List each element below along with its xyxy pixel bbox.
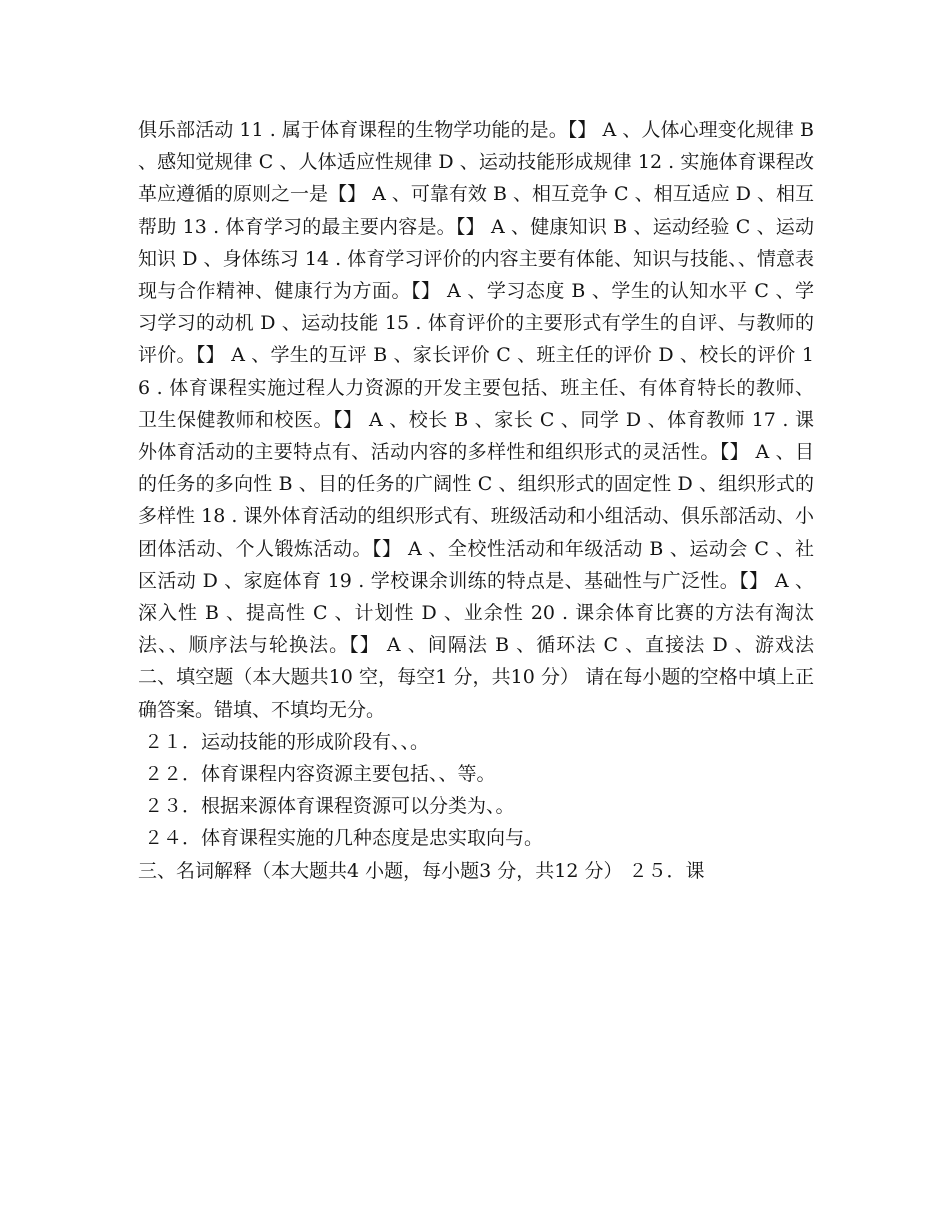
exam-questions-paragraph: 俱乐部活动 11 . 属于体育课程的生物学功能的是。【】 A 、人体心理变化规律 B 、感知觉规律 C 、人体适应性规律 D 、运动技能形成规律 12 . 实施体育课程改革应遵循的原则之一是【】 A 、可靠有效 B 、相互竞争 C 、相互适应 D 、相互帮助 13 . 体育学习的最主要内容是。【】 A 、健康知识 B 、运动经验 C 、运动知识 D 、身体练习 14 . 体育学习评价的内容主要有体能、知识与技能、、情意表现与合作精神、健康行为方面。【】 A 、学习态度 B 、学生的认知水平 C 、学习学习的动机 D 、运动技能 15 . 体育评价的主要形式有学生的自评、与教师的评价。【】 A 、学生的互评 B 、家长评价 C 、班主任的评价 D 、校长的评价 16 . 体育课程实施过程人力资源的开发主要包括、班主任、有体育特长的教师、卫生保健教师和校医。【】 A 、校长 B 、家长 C 、同学 D 、体育教师 17 . 课外体育活动的主要特点有、活动内容的多样性和组织形式的灵活性。【】 A 、目的任务的多向性 B 、目的任务的广阔性 C 、组织形式的固定性 D 、组织形式的多样性 18 . 课外体育活动的组织形式有、班级活动和小组活动、俱乐部活动、小团体活动、个人锻炼活动。【】 A 、全校性活动和年级活动 B 、运动会 C 、社区活动 D 、家庭体育 19 . 学校课余训练的特点是、基础性与广泛性。【】 A 、深入性 B 、提高性 C 、计划性 D 、业余性 20 . 课余体育比赛的方法有淘汰法、、顺序法与轮换法。【】 A 、间隔法 B 、循环法 C 、直接法 D 、游戏法 二、填空题（本大题共10 空，每空1 分，共10 分） 请在每小题的空格中填上正确答案。错填、不填均无分。 (138, 119, 821, 721)
fill-blank-question-24: ２４．体育课程实施的几种态度是忠实取向与。 (138, 827, 544, 850)
fill-blank-question-21: ２１．运动技能的形成阶段有、、。 (138, 730, 430, 753)
fill-blank-question-23: ２３．根据来源体育课程资源可以分类为、。 (138, 795, 515, 818)
section-three-heading: 三、名词解释（本大题共4 小题，每小题3 分，共12 分） ２５．课 (138, 859, 705, 882)
fill-blank-question-22: ２２．体育课程内容资源主要包括、、等。 (138, 763, 496, 786)
document-body (138, 114, 821, 887)
